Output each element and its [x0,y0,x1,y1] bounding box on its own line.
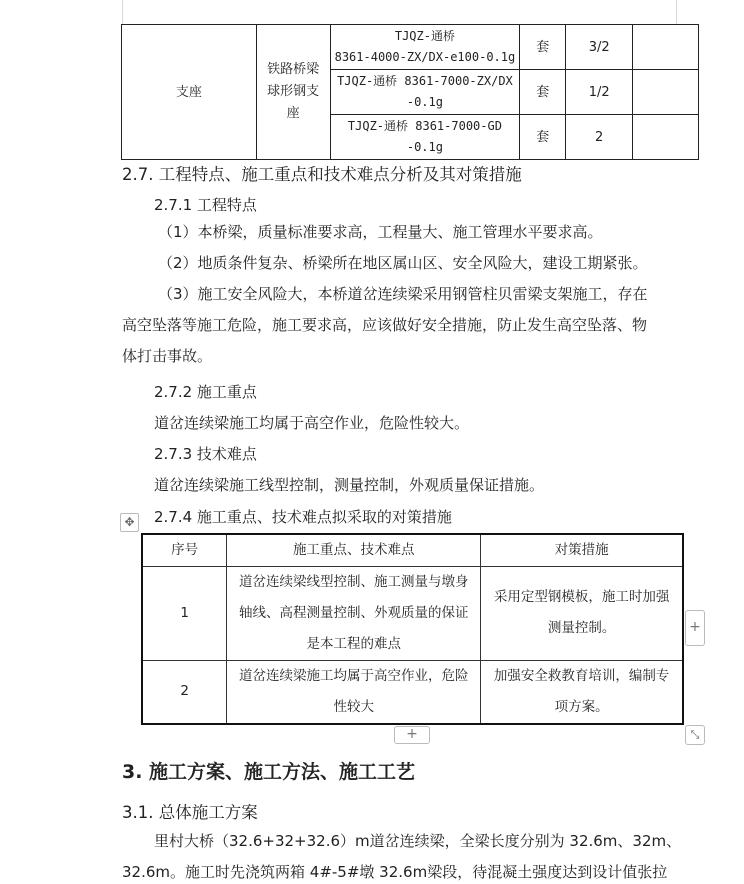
category-cell: 支座 [122,25,257,160]
no-cell: 1 [142,566,227,660]
paragraph: （1）本桥梁，质量标准要求高，工程量大、施工管理水平要求高。 [158,223,603,241]
bearing-table [121,24,699,160]
header-cell: 施工重点、技术难点 [227,534,481,566]
table-header-row [142,534,683,566]
difficulty-cell: 道岔连续梁线型控制、施工测量与墩身 轴线、高程测量控制、外观质量的保证 是本工程的难点 [227,566,481,660]
paragraph: （3）施工安全风险大，本桥道岔连续梁采用钢管柱贝雷梁支架施工，存在 [158,285,648,303]
qty-cell: 2 [566,115,633,160]
unit-cell: 套 [520,25,566,70]
no-cell: 2 [142,660,227,724]
header-cell: 对策措施 [481,534,683,566]
qty-cell: 3/2 [566,25,633,70]
qty-cell: 1/2 [566,70,633,115]
paragraph: 32.6m。施工时先浇筑两箱 4#-5#墩 32.6m梁段，待混凝土强度达到设计值张拉 [122,863,668,881]
paragraph: 高空坠落等施工危险，施工要求高，应该做好安全措施，防止发生高空坠落、物 [122,316,648,334]
page-margin-right [676,0,677,24]
paragraph: 道岔连续梁施工线型控制，测量控制，外观质量保证措施。 [154,476,545,494]
measures-table [141,533,684,725]
header-cell: 序号 [142,534,227,566]
paragraph: 里村大桥（32.6+32+32.6）m道岔连续梁，全梁长度分别为 32.6m、32m、 [154,832,682,850]
table-move-handle-icon[interactable]: ✥ [120,513,139,532]
table-row [142,566,683,660]
remark-cell [633,115,699,160]
section-2-7-4-heading: 2.7.4 施工重点、技术难点拟采取的对策措施 [154,508,452,526]
remark-cell [633,70,699,115]
paragraph: （2）地质条件复杂、桥梁所在地区属山区、安全风险大，建设工期紧张。 [158,254,648,272]
add-column-button[interactable]: + [685,610,705,646]
type-cell: 铁路桥梁球形钢支座 [256,25,330,160]
add-row-button[interactable]: + [394,726,430,744]
model-cell: TJQZ-通桥 8361-4000-ZX/DX-e100-0.1g [330,25,520,70]
table-resize-icon[interactable]: ⤡ [685,725,705,745]
table-row [142,660,683,724]
section-3-heading: 3. 施工方案、施工方法、施工工艺 [122,761,416,783]
model-cell: TJQZ-通桥 8361-7000-ZX/DX -0.1g [330,70,520,115]
measure-cell: 加强安全救教育培训，编制专 项方案。 [481,660,683,724]
section-2-7-heading: 2.7. 工程特点、施工重点和技术难点分析及其对策措施 [122,165,522,184]
remark-cell [633,25,699,70]
table-row [122,25,699,70]
section-2-7-2-heading: 2.7.2 施工重点 [154,383,257,401]
paragraph: 道岔连续梁施工均属于高空作业，危险性较大。 [154,414,470,432]
unit-cell: 套 [520,115,566,160]
measure-cell: 采用定型钢模板，施工时加强 测量控制。 [481,566,683,660]
difficulty-cell: 道岔连续梁施工均属于高空作业，危险 性较大 [227,660,481,724]
section-2-7-1-heading: 2.7.1 工程特点 [154,196,257,214]
section-2-7-3-heading: 2.7.3 技术难点 [154,445,257,463]
unit-cell: 套 [520,70,566,115]
model-cell: TJQZ-通桥 8361-7000-GD -0.1g [330,115,520,160]
paragraph: 体打击事故。 [122,347,213,365]
section-3-1-heading: 3.1. 总体施工方案 [122,803,258,822]
page-margin-left [122,0,123,24]
